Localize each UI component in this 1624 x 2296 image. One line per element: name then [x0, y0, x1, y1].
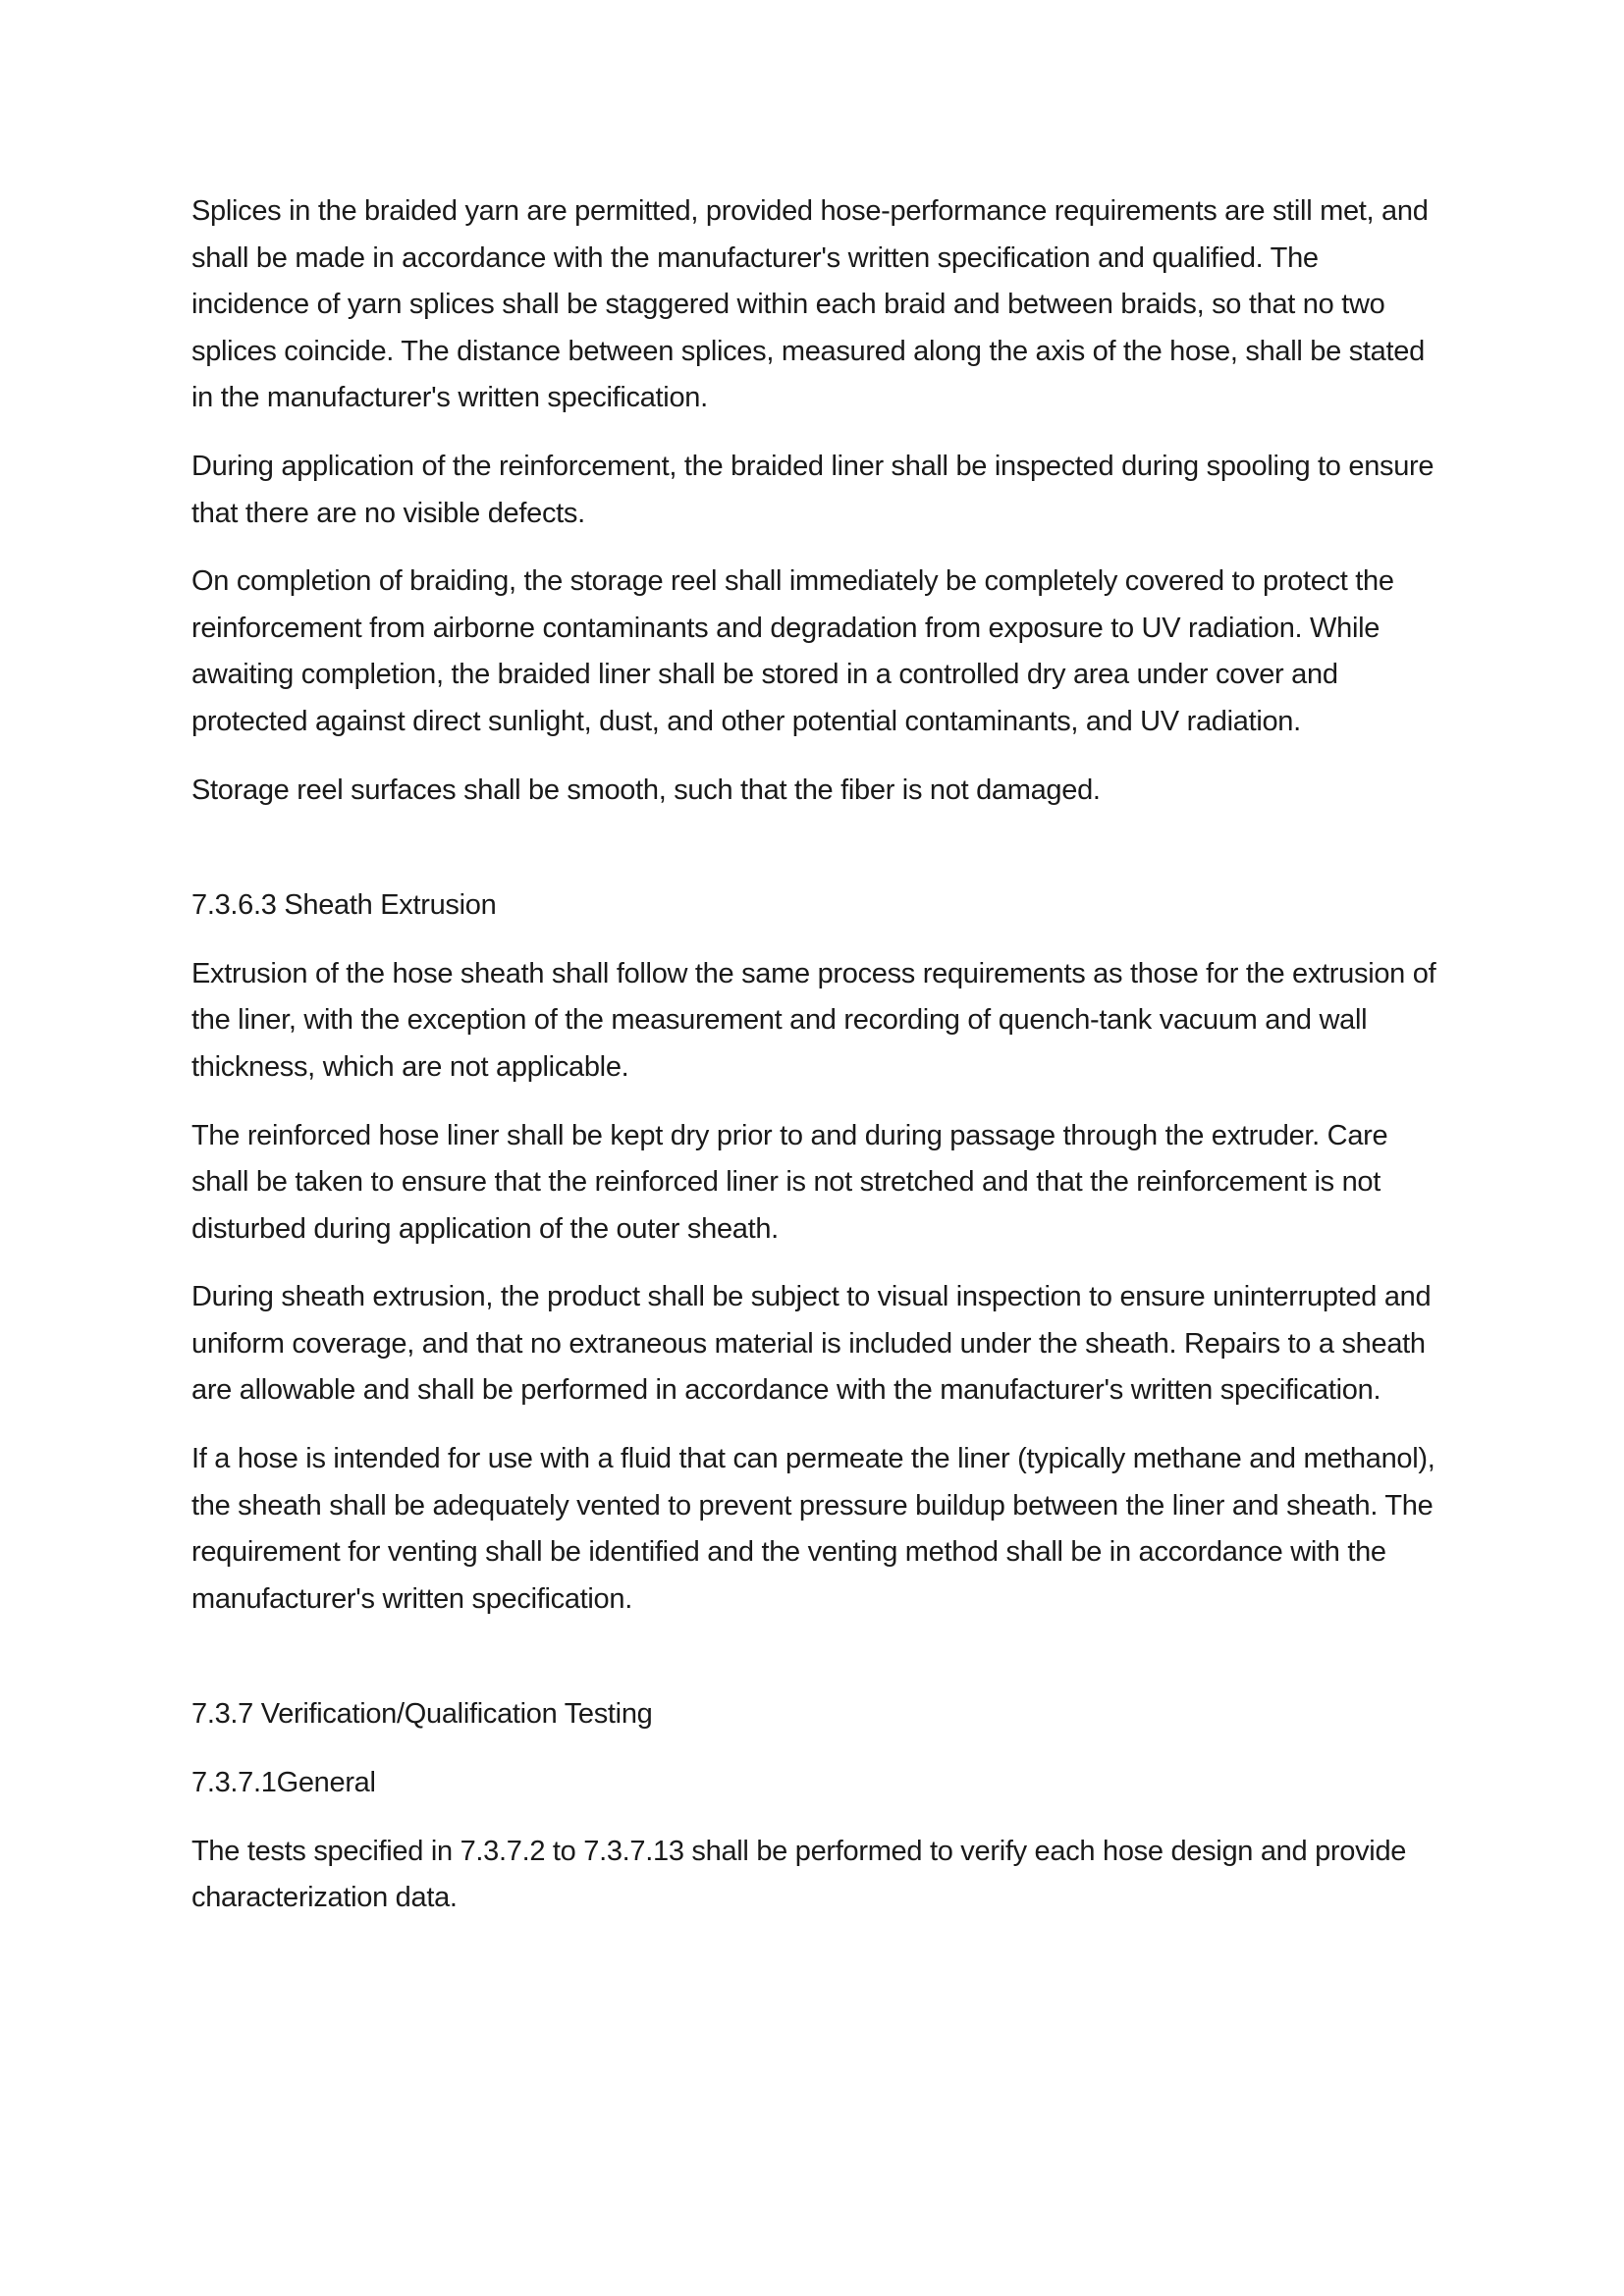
paragraph-tests-specified: The tests specified in 7.3.7.2 to 7.3.7.13 shall be performed to verify each hose design and provide characterization data. [191, 1835, 1407, 1914]
paragraph-visual-inspection: During sheath extrusion, the product shall be subject to visual inspection to ensure uninterrupted and uniform coverage, and that no extraneous material is included under the sheath. Repairs to a sheath are allowable and shall be performed in accordance with the manufacturer's written specification. [191, 1281, 1432, 1407]
paragraph-braiding-completion: On completion of braiding, the storage reel shall immediately be completely covered to protect the reinforcement from airborne contaminants and degradation from exposure to UV radiation. While awaiting completion, the braided liner shall be stored in a controlled dry area under cover and protected against direct sunlight, dust, and other potential contaminants, and UV radiation. [191, 565, 1394, 737]
paragraph-reinforcement-inspection: During application of the reinforcement, the braided liner shall be inspected during spooling to ensure that there are no visible defects. [191, 450, 1435, 529]
section-heading-general: 7.3.7.1General [191, 1767, 376, 1799]
section-heading-verification-qualification-testing: 7.3.7 Verification/Qualification Testing [191, 1698, 653, 1731]
paragraph-storage-reel-surfaces: Storage reel surfaces shall be smooth, such that the fiber is not damaged. [191, 774, 1101, 806]
paragraph-venting: If a hose is intended for use with a fluid that can permeate the liner (typically methane and methanol), the sheath shall be adequately vented to prevent pressure buildup between the liner and sheath. The requirement for venting shall be identified and the venting method shall be in accordance with the manufacturer's written specification. [191, 1443, 1435, 1615]
paragraph-splices: Splices in the braided yarn are permitted, provided hose-performance requirements are still met, and shall be made in accordance with the manufacturer's written specification and qualified. The incidence of yarn splices shall be staggered within each braid and between braids, so that no two splices coincide. The distance between splices, measured along the axis of the hose, shall be stated in the manufacturer's written specification. [191, 195, 1429, 414]
paragraph-sheath-extrusion-process: Extrusion of the hose sheath shall follow the same process requirements as those for the extrusion of the liner, with the exception of the measurement and recording of quench-tank vacuum and wall thickness, which are not applicable. [191, 957, 1436, 1083]
section-heading-sheath-extrusion: 7.3.6.3 Sheath Extrusion [191, 889, 497, 922]
paragraph-reinforced-liner-dry: The reinforced hose liner shall be kept dry prior to and during passage through the extruder. Care shall be taken to ensure that the reinforced liner is not stretched and that the reinforcement is not disturbed during application of the outer sheath. [191, 1119, 1388, 1245]
